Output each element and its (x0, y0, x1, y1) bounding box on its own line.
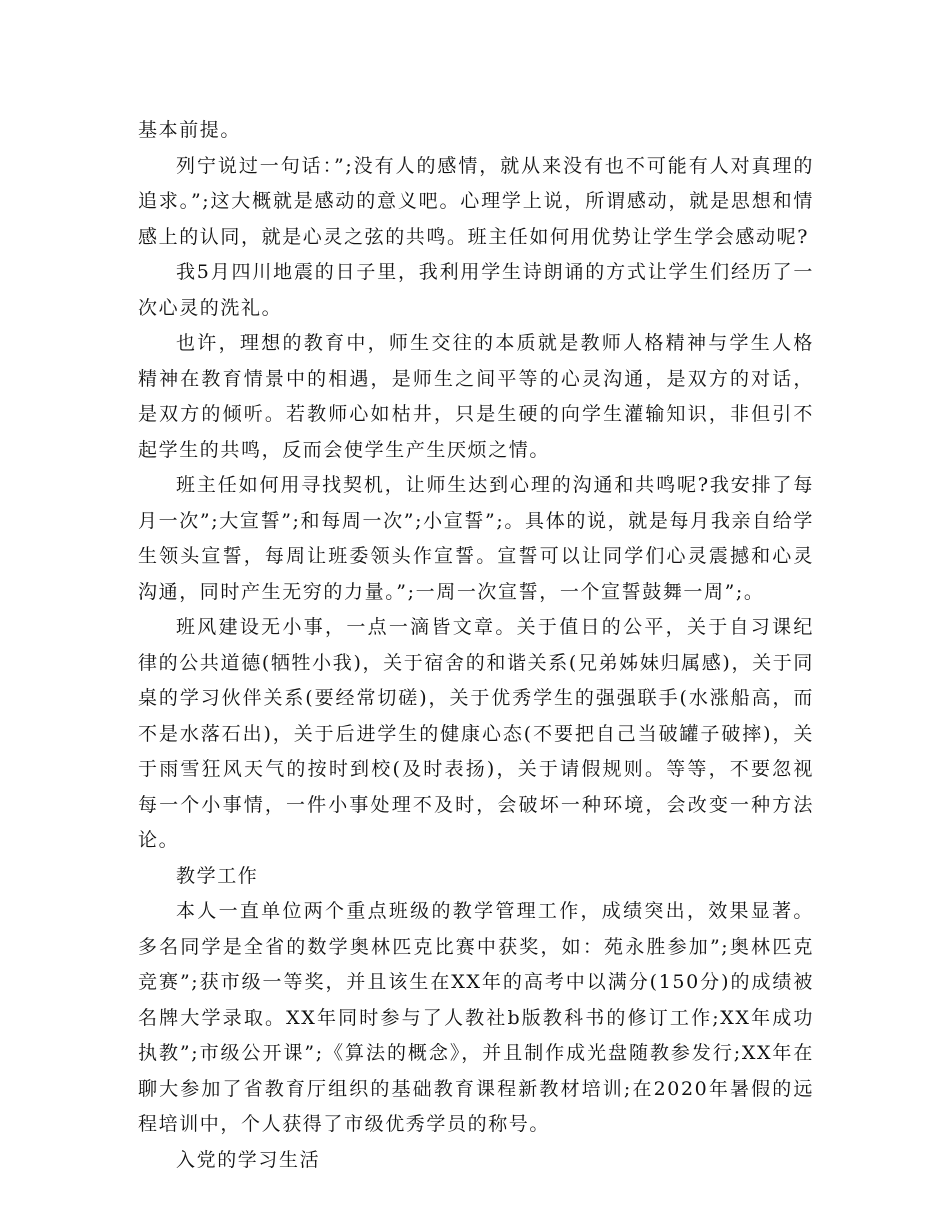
paragraph-lenin-quote: 列宁说过一句话：”;没有人的感情，就从来没有也不可能有人对真理的追求。”;这大概就是感动的意义吧。心理学上说，所谓感动，就是思想和情感上的认同，就是心灵之弦的共鸣。班主任如何用优势让学生学会感动呢? (138, 154, 814, 248)
section-heading-teaching: 教学工作 (176, 864, 259, 887)
paragraph-ideal-education: 也许，理想的教育中，师生交往的本质就是教师人格精神与学生人格精神在教育情景中的相遇，是师生之间平等的心灵沟通，是双方的对话，是双方的倾听。若教师心如枯井，只是生硬的向学生灌输知识，非但引不起学生的共鸣，反而会使学生产生厌烦之情。 (138, 332, 814, 461)
paragraph-continuation: 基本前提。 (138, 119, 242, 141)
document-body (138, 113, 814, 1178)
paragraph-teaching-work: 本人一直单位两个重点班级的教学管理工作，成绩突出，效果显著。多名同学是全省的数学奥林匹克比赛中获奖，如：苑永胜参加”;奥林匹克竞赛”;获市级一等奖，并且该生在XX年的高考中以满分(150分)的成绩被名牌大学录取。XX年同时参与了人教社b版教科书的修订工作;XX年成功执教”;市级公开课”;《算法的概念》，并且制作成光盘随教参发行;XX年在聊大参加了省教育厅组织的基础教育课程新教材培训;在2020年暑假的远程培训中，个人获得了市级优秀学员的称号。 (138, 900, 814, 1135)
paragraph-class-style: 班风建设无小事，一点一滴皆文章。关于值日的公平，关于自习课纪律的公共道德(牺牲小我)，关于宿舍的和谐关系(兄弟姊妹归属感)，关于同桌的学习伙伴关系(要经常切磋)，关于优秀学生的强强联手(水涨船高，而不是水落石出)，关于后进学生的健康心态(不要把自己当破罐子破摔)，关于雨雪狂风天气的按时到校(及时表扬)，关于请假规则。等等，不要忽视每一个小事情，一件小事处理不及时，会破坏一种环境，会改变一种方法论。 (138, 616, 814, 851)
paragraph-earthquake: 我5月四川地震的日子里，我利用学生诗朗诵的方式让学生们经历了一次心灵的洗礼。 (138, 261, 814, 319)
section-heading-party-study: 入党的学习生活 (176, 1148, 321, 1171)
paragraph-oath: 班主任如何用寻找契机，让师生达到心理的沟通和共鸣呢?我安排了每月一次”;大宣誓”;和每周一次”;小宣誓”;。具体的说，就是每月我亲自给学生领头宣誓，每周让班委领头作宣誓。宣誓可以让同学们心灵震撼和心灵沟通，同时产生无穷的力量。”;一周一次宣誓，一个宣誓鼓舞一周”;。 (138, 474, 814, 603)
